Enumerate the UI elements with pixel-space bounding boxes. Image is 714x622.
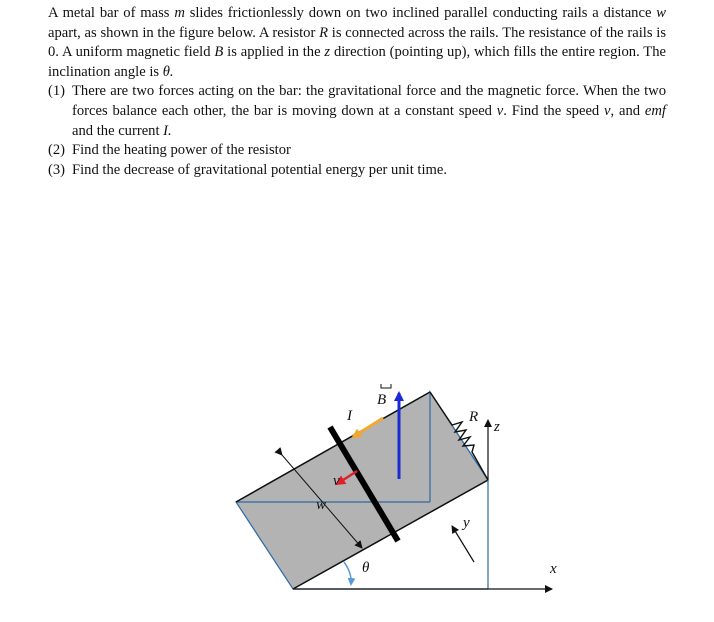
question-text: Find the decrease of gravitational potential energy per unit time. <box>72 161 447 178</box>
label-theta: θ <box>362 560 370 576</box>
emf-symbol: emf <box>644 102 666 119</box>
question-text: Find the heating power of the resistor <box>72 142 291 159</box>
intro-text: A metal bar of mass <box>48 5 175 21</box>
label-y: y <box>463 515 470 531</box>
angle-arc <box>344 562 351 584</box>
resistor-symbol: R <box>319 24 329 41</box>
label-B: B <box>377 392 387 408</box>
intro-text: is connected across the rails. The resistance of the rails is 0. A uniform magnetic field <box>48 24 666 61</box>
question-number: (1) <box>48 83 66 100</box>
y-axis <box>452 526 474 562</box>
question-text: . Find the speed <box>503 102 605 119</box>
intro-text: direction (pointing up), which fills the entire region. The inclination angle is <box>48 44 666 80</box>
speed-symbol: v <box>604 102 611 119</box>
label-I: I <box>347 408 352 424</box>
label-v: v <box>333 473 340 489</box>
question-text: There are two forces acting on the bar: the gravitational force and the magnetic force. When the two forces balance each other, the bar is moving down at a constant speed <box>72 83 666 119</box>
intro-text: is applied in the <box>223 44 325 61</box>
label-z: z <box>494 419 500 435</box>
question-number: (2) <box>48 142 66 159</box>
label-w: w <box>316 497 327 513</box>
theta-symbol: θ. <box>162 63 174 80</box>
question-text: , and <box>610 102 645 119</box>
intro-text: apart, as shown in the figure below. A resistor <box>48 24 320 41</box>
speed-symbol: v <box>496 102 504 119</box>
mass-symbol: m <box>174 5 185 21</box>
current-symbol: I. <box>163 122 172 139</box>
width-symbol: w <box>656 5 666 21</box>
field-vector-mark <box>381 384 391 388</box>
question-text: and the current <box>72 122 164 139</box>
z-symbol: z <box>324 44 331 61</box>
question-number: (3) <box>48 161 66 178</box>
label-R: R <box>469 409 479 425</box>
intro-text: slides frictionlessly down on two inclined parallel conducting rails a distance <box>184 5 657 21</box>
label-x: x <box>550 561 557 577</box>
field-symbol: B <box>214 44 224 61</box>
